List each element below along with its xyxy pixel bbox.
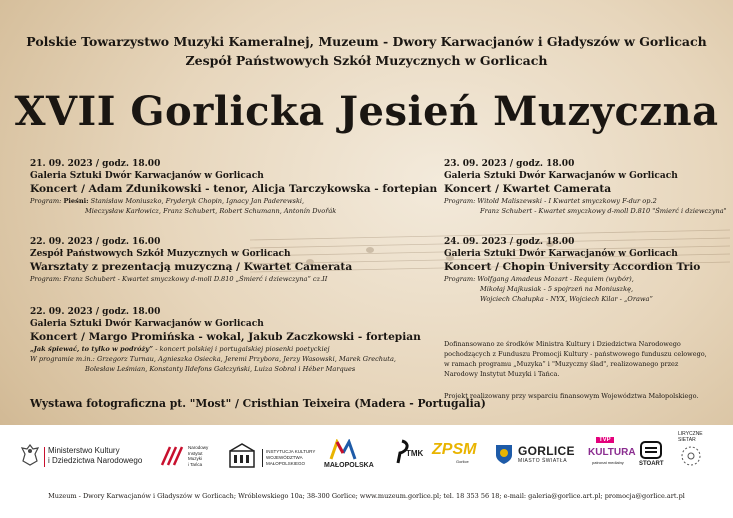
- logo-ikwm-text: [266, 449, 315, 466]
- event-program-cont: Franz Schubert - Kwartet smyczkowy d-moll D.810 "Śmierć i dziewczyna": [480, 207, 727, 216]
- logo-tvp-sub: patronat medialny: [592, 460, 624, 465]
- event-program-cont: Wojciech Chałupka - NYX, Wojciech Kilar - „Orawa”: [480, 295, 653, 304]
- event-4: [444, 158, 727, 216]
- event-venue: Galeria Sztuki Dwór Karwacjanów w Gorlicach: [444, 171, 678, 182]
- event-program: W programie m.in.: Grzegorz Turnau, Agnieszka Osiecka, Jeremi Przybora, Jerzy Wasowski, Marek Grechuta,: [30, 355, 396, 364]
- logo-text-line: i Tańca: [188, 461, 203, 467]
- logo-text-line: SIETAR: [678, 437, 696, 443]
- logo-gorlice-text: GORLICE: [518, 444, 575, 458]
- event-venue: Galeria Sztuki Dwór Karwacjanów w Gorlicach: [30, 319, 264, 330]
- event-program: Program: Witold Maliszewski - I Kwartet smyczkowy F-dur op.2: [444, 197, 657, 206]
- logo-zpsm-sub: Gorlice: [456, 459, 469, 464]
- funding-line: Dofinansowano ze środków Ministra Kultury i Dziedzictwa Narodowego: [444, 340, 681, 348]
- nimit-mark-icon: [160, 443, 184, 469]
- logo-stoart-text: STOART: [639, 461, 664, 467]
- funding-note: [444, 339, 714, 379]
- logo-text-line: MAŁOPOLSKIEGO: [266, 460, 306, 466]
- event-program-cont: Mieczysław Karłowicz, Franz Schubert, Robert Schumann, Antonín Dvořák: [85, 207, 337, 216]
- event-1: [30, 158, 437, 216]
- logo-liryczne-text: [678, 431, 703, 443]
- logo-text-line: Ministerstwo Kultury: [48, 446, 120, 455]
- sponsor-logos: [0, 425, 733, 490]
- logo-nimit-text: [188, 445, 208, 467]
- event-title: Koncert / Kwartet Camerata: [444, 183, 612, 196]
- event-program: Program: Franz Schubert - Kwartet smyczkowy d-moll D.810 „Śmierć i dziewczyna” cz.II: [30, 275, 328, 284]
- logo-tvp-kultura-text: KULTURA: [588, 447, 636, 458]
- event-date: 22. 09. 2023 / godz. 16.00: [30, 237, 161, 247]
- event-3: [30, 306, 421, 374]
- logo-gorlice: [494, 443, 575, 470]
- event-title: Koncert / Chopin University Accordion Trio: [444, 261, 701, 274]
- page-title: XVII Gorlicka Jesień Muzyczna: [14, 88, 719, 135]
- logo-text-line: INSTYTUCJA KULTURY: [266, 449, 316, 454]
- event-date: 21. 09. 2023 / godz. 18.00: [30, 159, 161, 169]
- event-date: 23. 09. 2023 / godz. 18.00: [444, 159, 575, 169]
- logo-ptmk-text: TMK: [406, 449, 424, 458]
- event-subtitle: [30, 344, 421, 354]
- funding-line: w ramach programu „Muzyka” i "Muzyczny ślad", realizowanego przez: [444, 360, 679, 368]
- logo-text-line: Narodowy: [188, 445, 209, 450]
- event-2: [30, 236, 352, 284]
- logo-malopolska-text: MAŁOPOLSKA: [324, 462, 374, 469]
- event-venue: Galeria Sztuki Dwór Karwacjanów w Gorlicach: [444, 249, 678, 260]
- logo-ptmk-building: [228, 443, 256, 474]
- organizers-line-2: Zespół Państwowych Szkół Muzycznych w Gorlicach: [185, 53, 548, 68]
- event-program-cont: Bolesław Leśmian, Konstanty Ildefons Gałczyński, Luiza Sobral i Héber Marques: [85, 365, 356, 374]
- organizers-line-1: Polskie Towarzystwo Muzyki Kameralnej, Muzeum - Dwory Karwacjanów i Gładyszów w Gorlicach: [26, 34, 707, 49]
- logo-ptmk: [392, 439, 424, 470]
- malopolska-m-icon: [328, 439, 358, 461]
- event-venue: Galeria Sztuki Dwór Karwacjanów w Gorlicach: [30, 171, 264, 182]
- logo-text-line: Instytut: [188, 450, 203, 456]
- logo-zpsm-text: ZPSM: [432, 441, 477, 458]
- funding-line: Narodowy Instytut Muzyki i Tańca.: [444, 370, 560, 378]
- event-program: [30, 196, 437, 206]
- event-date: 24. 09. 2023 / godz. 18.00: [444, 237, 575, 247]
- event-5: [444, 236, 700, 304]
- divider-red: [44, 447, 45, 467]
- event-subtitle-quote: „Jak śpiewać, to tylko w podróży”: [30, 345, 154, 354]
- program-genre: Pieśni:: [63, 197, 89, 206]
- stoart-mark-icon: [640, 441, 662, 459]
- logo-mkidn-text: [48, 446, 142, 466]
- logo-nimit: [160, 443, 209, 474]
- building-icon: [228, 443, 256, 469]
- funding-line: pochodzących z Funduszu Promocji Kultury - państwowego funduszu celowego,: [444, 350, 707, 358]
- logo-text-line: Muzyki: [188, 456, 203, 461]
- logo-text-line: WOJEWÓDZTWA: [266, 454, 303, 460]
- event-title: Koncert / Margo Promińska - wokal, Jakub Zaczkowski - fortepian: [30, 331, 421, 344]
- program-label: Program:: [30, 197, 62, 206]
- floral-wreath-icon: [678, 444, 704, 468]
- city-crest-icon: [494, 443, 514, 465]
- exhibition-note: Wystawa fotograficzna pt. "Most" / Cristhian Teixeira (Madera - Portugalia): [30, 397, 486, 410]
- logo-liryczne-sietar: [678, 431, 703, 443]
- program-line: Stanisław Moniuszko, Fryderyk Chopin, Ignacy Jan Paderewski,: [90, 197, 305, 206]
- event-venue: Zespół Państwowych Szkół Muzycznych w Gorlicach: [30, 249, 291, 260]
- event-program-cont: Mikołaj Majkusiak - 5 spojrzeń na Moniuszkę,: [480, 285, 634, 294]
- logo-mkidn: [20, 443, 143, 472]
- logo-text-line: LIRYCZNE: [678, 431, 703, 437]
- logo-zpsm: [432, 441, 477, 464]
- funding-regional: Projekt realizowany przy wsparciu finansowym Województwa Małopolskiego.: [444, 392, 699, 400]
- logo-text-line: i Dziedzictwa Narodowego: [48, 456, 143, 465]
- logo-gorlice-sub: MIASTO ŚWIATŁA: [518, 458, 568, 464]
- eagle-emblem-icon: [20, 443, 40, 467]
- logo-stoart: [639, 441, 664, 467]
- event-title: Warsztaty z prezentacją muzyczną / Kwartet Camerata: [30, 261, 353, 274]
- divider: [262, 449, 263, 467]
- footer-contact: Muzeum - Dwory Karwacjanów i Gładyszów w Gorlicach; Wróblewskiego 10a; 38-300 Gorlice; www.muzeum.gorlice.pl; tel. 18 353 56 18; e-mail: galeria@gorlice.art.pl; promocja@gorlice.art.pl: [0, 490, 733, 518]
- event-title: Koncert / Adam Zdunikowski - tenor, Alicja Tarczykowska - fortepian: [30, 183, 438, 196]
- logo-malopolska: [324, 439, 374, 469]
- event-program: Program: Wolfgang Amadeus Mozart - Requiem (wybór),: [444, 275, 634, 284]
- event-date: 22. 09. 2023 / godz. 18.00: [30, 307, 161, 317]
- tvp-badge: TVP: [596, 437, 614, 443]
- event-subtitle-rest: - koncert polskiej i portugalskiej piosenki poetyckiej: [153, 345, 330, 354]
